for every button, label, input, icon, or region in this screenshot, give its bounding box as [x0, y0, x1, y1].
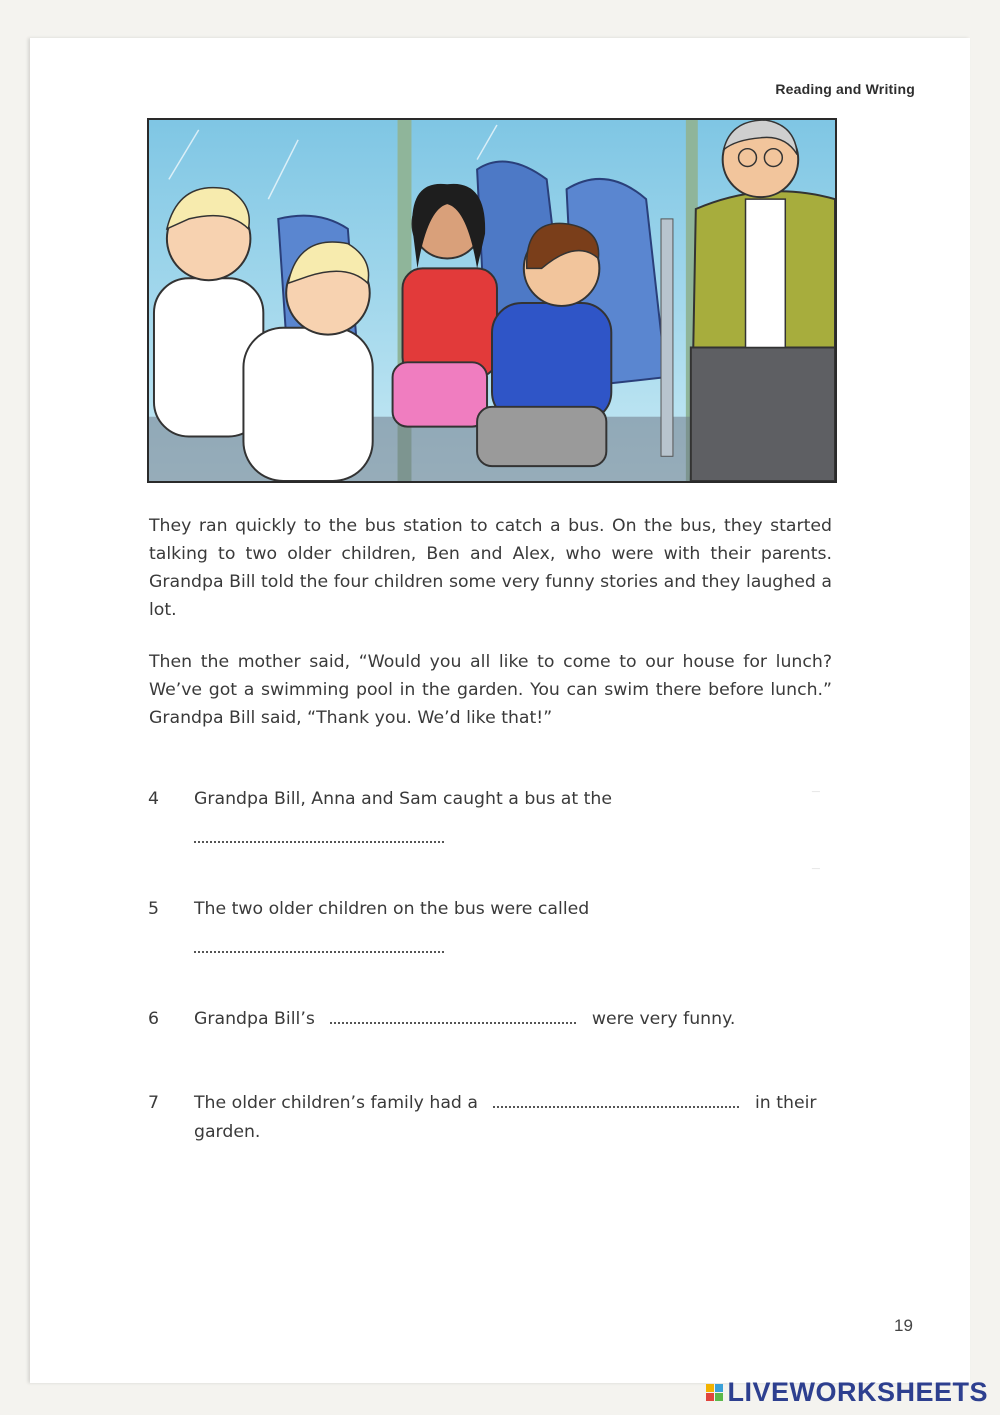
- question-text: Grandpa Bill, Anna and Sam caught a bus at the: [194, 789, 612, 809]
- bus-scene-illustration: [147, 118, 837, 483]
- answer-blank[interactable]: [194, 935, 444, 953]
- question-text-after: in their garden.: [194, 1093, 817, 1142]
- question-number: 5: [148, 899, 159, 919]
- liveworksheets-logo: [706, 1377, 988, 1407]
- question-text-after: were very funny.: [591, 1009, 736, 1029]
- section-header: Reading and Writing: [775, 81, 915, 97]
- bus-scene-svg: [149, 120, 835, 481]
- question-number: 6: [148, 1009, 159, 1029]
- page-number: 19: [894, 1316, 913, 1335]
- answer-blank[interactable]: [330, 1008, 576, 1024]
- liveworksheets-icon: [706, 1384, 723, 1401]
- story-paragraph-1: They ran quickly to the bus station to catch a bus. On the bus, they started talking to two older children, Ben and Alex, who were with their parents. Grandpa Bill told the four children some very funny stories and they laughed a lot.: [149, 516, 832, 620]
- brand-name: LIVEWORKSHEETS: [727, 1376, 988, 1407]
- question-body: [194, 1089, 834, 1147]
- question-number: 7: [148, 1093, 159, 1113]
- question-text-before: Grandpa Bill’s: [194, 1009, 315, 1029]
- question-text: The two older children on the bus were called: [194, 899, 590, 919]
- answer-blank[interactable]: [194, 825, 444, 843]
- story-paragraph-2: Then the mother said, “Would you all like to come to our house for lunch? We’ve got a swimming pool in the garden. You can swim there before lunch.” Grandpa Bill said, “Thank you. We’d like that!”: [149, 652, 832, 728]
- bleed-through-mark: ─: [812, 785, 820, 800]
- answer-blank[interactable]: [493, 1092, 739, 1108]
- question-text-before: The older children’s family had a: [194, 1093, 478, 1113]
- question-body: [194, 1005, 834, 1034]
- question-number: 4: [148, 789, 159, 809]
- bleed-through-mark: ─: [812, 862, 820, 877]
